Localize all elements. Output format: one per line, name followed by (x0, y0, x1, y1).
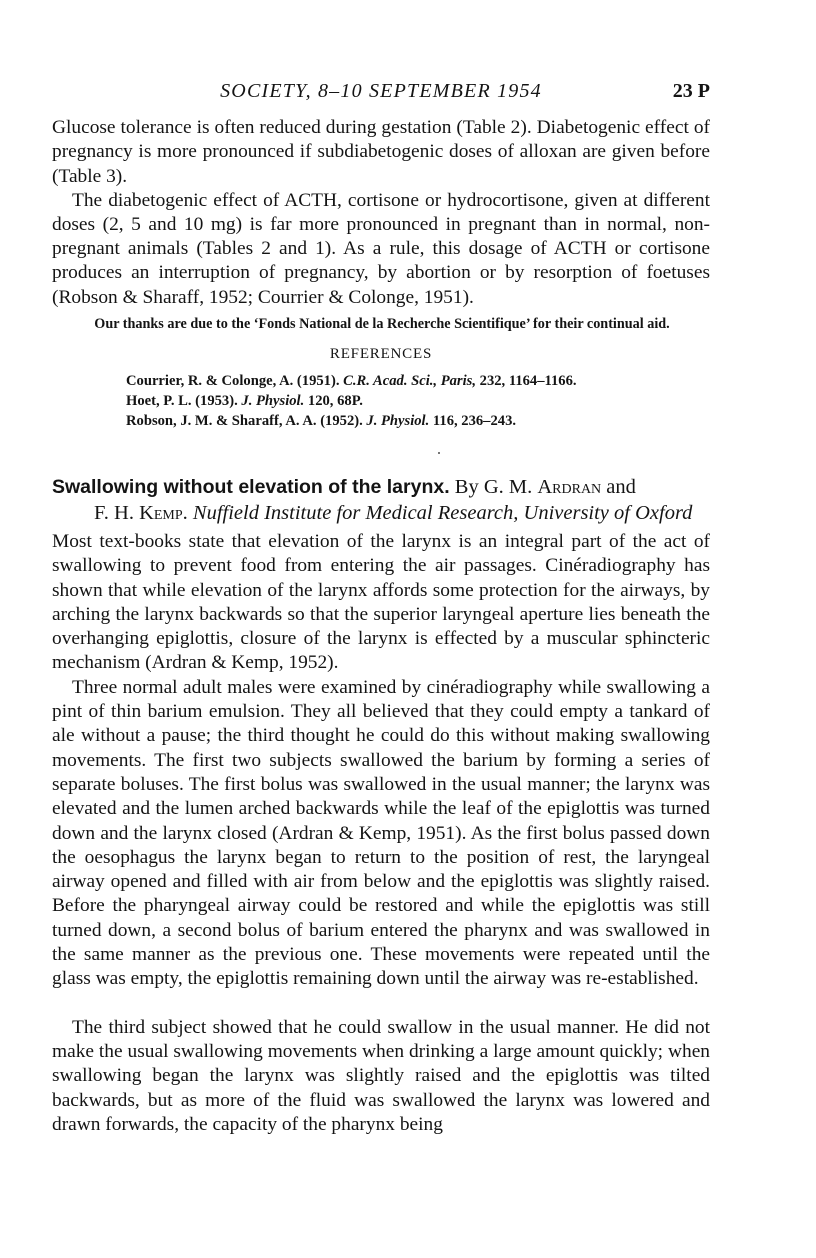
reference-item (126, 371, 577, 391)
references-heading: REFERENCES (329, 346, 433, 362)
intro-paragraph-1: Glucose tolerance is often reduced during gestation (Table 2). Diabetogenic effect of pregnancy is more pronounced if subdiabetogenic doses of alloxan are given before (Table 3). (52, 117, 710, 187)
running-head: SOCIETY, 8–10 SEPTEMBER 1954 (220, 80, 542, 102)
reference-citation: 232, 1164–1166. (479, 373, 577, 389)
reference-citation: 120, 68P. (307, 393, 363, 409)
reference-authors: Robson, J. M. & Sharaff, A. A. (1952). (126, 413, 363, 429)
article-byline (94, 500, 710, 526)
article-paragraph-3: The third subject showed that he could swallow in the usual manner. He did not make the usual swallowing movements when drinking a large amount quickly; when swallowing began the larynx was slightly raised and the epiglottis was tilted backwards, but as more of the fluid was swallowed the larynx was lowered and drawn forwards, the capacity of the pharynx being (52, 1016, 710, 1136)
reference-journal: J. Physiol. (241, 393, 305, 409)
acknowledgement: Our thanks are due to the ‘Fonds National de la Recherche Scientifique’ for their continual aid. (94, 316, 670, 332)
article-paragraph-1: Most text-books state that elevation of the larynx is an integral part of the act of swallowing to prevent food from entering the air passages. Cinéradiography has shown that while elevation of the larynx affords some protection for the airways, by arching the larynx backwards so that the superior laryngeal aperture lies beneath the overhanging epiglottis, closure of the larynx is effected by a muscular sphincteric mechanism (Ardran & Kemp, 1952). (52, 531, 710, 674)
reference-item (126, 411, 516, 431)
reference-citation: 116, 236–243. (432, 413, 517, 429)
section-separator (438, 452, 440, 454)
article-title-line (52, 474, 710, 500)
article-by: By G. M. (454, 476, 533, 498)
reference-authors: Courrier, R. & Colonge, A. (1951). (126, 373, 340, 389)
page-header (52, 80, 710, 110)
article-and: and (606, 476, 636, 498)
article-title: Swallowing without elevation of the larynx. (52, 476, 450, 498)
author2-initials: F. H. (94, 502, 134, 524)
article-affiliation: Nuffield Institute for Medical Research, University of Oxford (192, 502, 693, 524)
author-kemp: Kemp. (139, 502, 188, 524)
reference-journal: J. Physiol. (366, 413, 430, 429)
article-paragraph-2: Three normal adult males were examined by cinéradiography while swallowing a pint of thin barium emulsion. They all believed that they could empty a tankard of ale without a pause; the third thought he could do this without making swallowing movements. The first two subjects swallowed the barium by forming a series of separate boluses. The first bolus was swallowed in the usual manner; the larynx was elevated and the lumen arched backwards while the leaf of the epiglottis was turned down and the larynx closed (Ardran & Kemp, 1951). As the first bolus passed down the oesophagus the larynx began to return to the position of rest, the laryngeal airway opened and filled with air from below and the epiglottis was slightly raised. Before the pharyngeal airway could be restored and while the epiglottis was still turned down, a second bolus of barium entered the pharynx and was swallowed in the same manner as the previous one. These movements were repeated until the glass was empty, the epiglottis remaining down until the airway was re-established. (52, 676, 710, 990)
reference-item (126, 391, 363, 411)
author-ardran: Ardran (537, 476, 602, 498)
reference-journal: C.R. Acad. Sci., Paris, (343, 373, 476, 389)
page-number: 23 P (672, 80, 710, 102)
reference-authors: Hoet, P. L. (1953). (126, 393, 238, 409)
intro-paragraph-2: The diabetogenic effect of ACTH, cortisone or hydrocortisone, given at different doses (2, 5 and 10 mg) is far more pronounced in pregnant than in normal, non-pregnant animals (Tables 2 and 1). As a rule, this dosage of ACTH or cortisone produces an interruption of pregnancy, by abortion or by resorption of foetuses (Robson & Sharaff, 1952; Courrier & Colonge, 1951). (52, 189, 710, 308)
